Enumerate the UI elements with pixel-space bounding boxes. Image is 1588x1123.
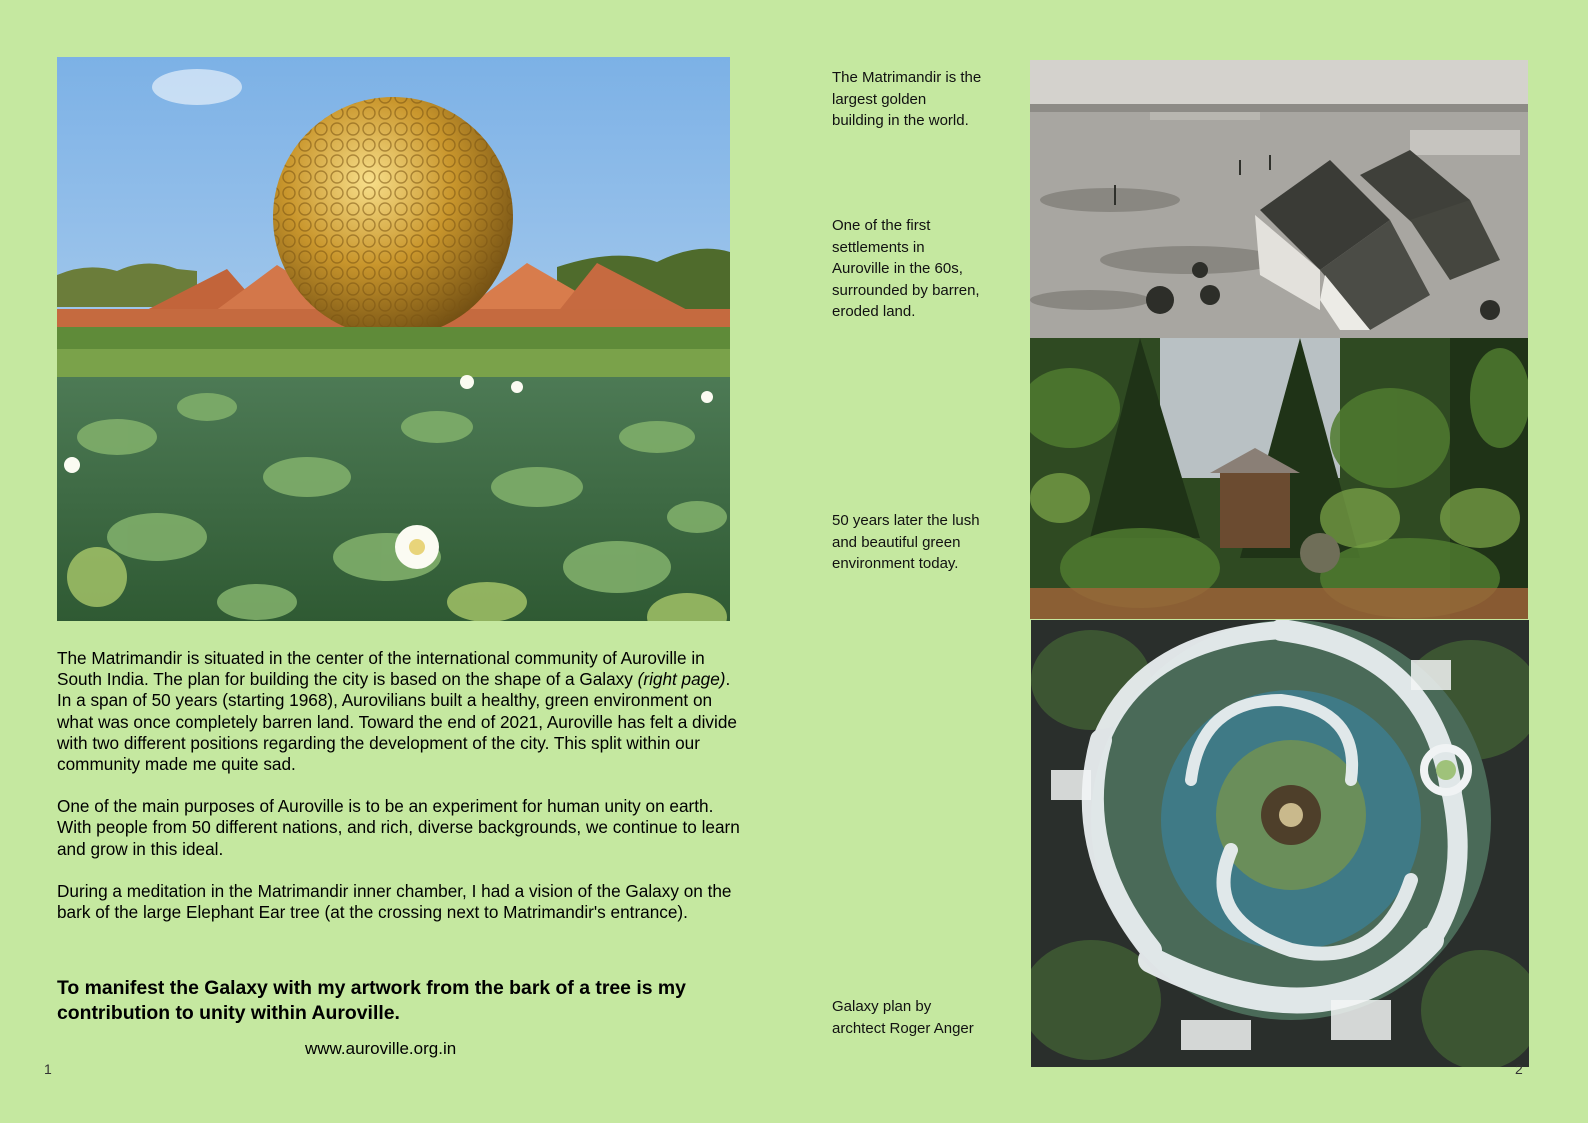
green-forest-photo xyxy=(1030,338,1528,619)
website-link[interactable]: www.auroville.org.in xyxy=(305,1039,457,1058)
paragraph-galaxy: The Matrimandir is situated in the center of the international community of Auroville in South India. The plan for building the city is based on the shape of a Galaxy (right page). In a span of 50 years (starting 1968), Aurovilians built a healthy, green environment on what was once completely barren land. Toward the end of 2021, Auroville has felt a divide with two different positions regarding the development of the city. This split within our community made me quite sad. xyxy=(57,648,737,775)
article-body xyxy=(57,648,747,944)
matrimandir-photo xyxy=(57,57,730,621)
paragraph-meditation: During a meditation in the Matrimandir inner chamber, I had a vision of the Galaxy on the bark of the large Elephant Ear tree (at the crossing next to Matrimandir's entrance). xyxy=(57,880,732,923)
closing-statement: To manifest the Galaxy with my artwork from the bark of a tree is my contribution to unity within Auroville. xyxy=(57,977,686,1024)
caption-first-settlements: One of the first settlements in Auroville in the 60s, surrounded by barren, eroded land. xyxy=(832,217,980,320)
caption-green-environment: 50 years later the lush and beautiful green environment today. xyxy=(832,512,980,572)
right-page-reference: (right page) xyxy=(637,669,726,690)
settlement-1960s-photo xyxy=(1030,60,1528,338)
galaxy-plan-photo xyxy=(1031,620,1529,1067)
caption-matrimandir: The Matrimandir is the largest golden building in the world. xyxy=(832,69,982,129)
page-number-left: 1 xyxy=(44,1061,52,1077)
page-number-right: 2 xyxy=(1515,1061,1523,1077)
paragraph-unity: One of the main purposes of Auroville is to be an experiment for human unity on earth. With people from 50 different nations, and rich, diverse backgrounds, we continue to learn and grow in this ideal. xyxy=(57,796,740,859)
caption-galaxy-plan: Galaxy plan by archtect Roger Anger xyxy=(832,998,974,1037)
